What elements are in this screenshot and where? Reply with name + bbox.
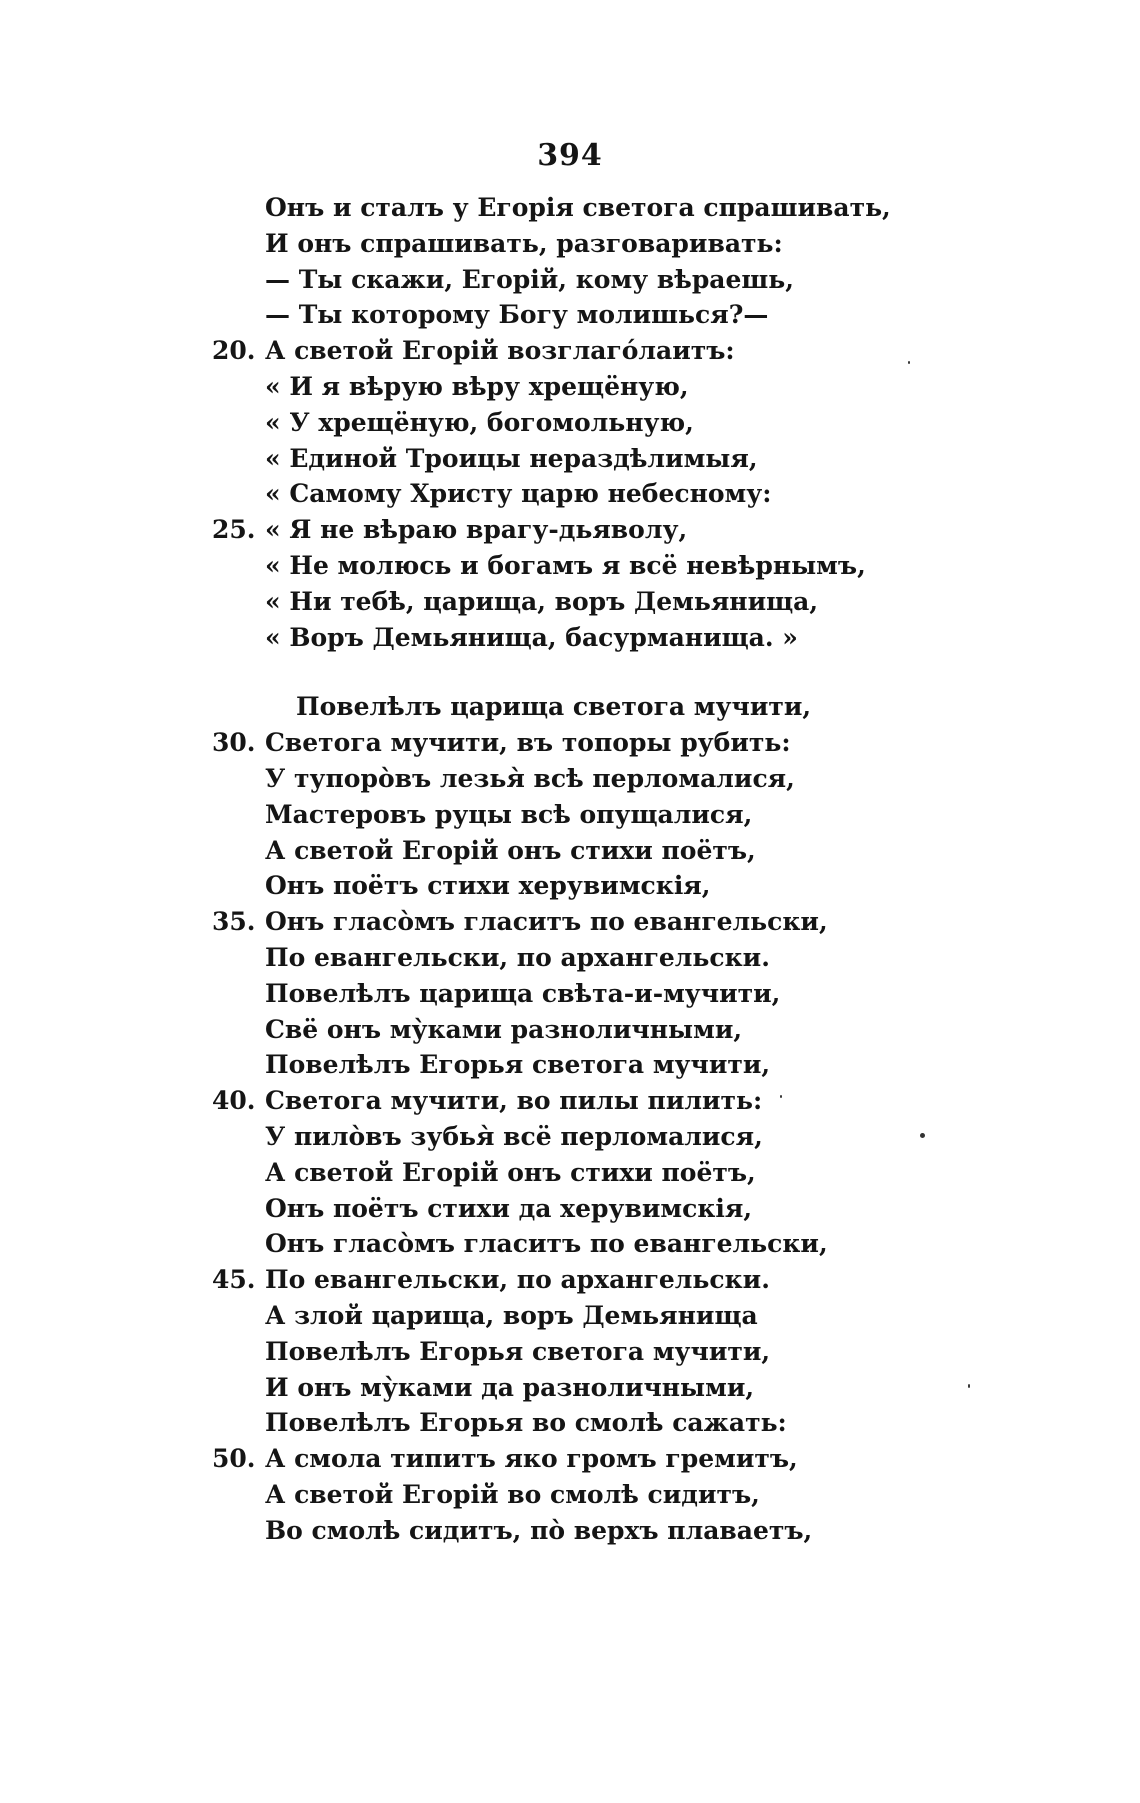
poem-line (0, 1226, 1140, 1262)
scan-speck (780, 1095, 782, 1098)
poem-line (0, 1441, 1140, 1477)
line-number: 25. (212, 515, 256, 545)
line-text: Свё онъ му̀ками разноличными, (265, 1014, 743, 1044)
line-text: Онъ гласо̀мъ гласитъ по евангельски, (265, 907, 828, 937)
line-text: Повелѣлъ Егорья светога мучити, (265, 1336, 771, 1366)
poem-line (0, 190, 1140, 226)
line-text: — Ты которому Богу молишься?— (265, 300, 769, 330)
line-number: 35. (212, 907, 256, 937)
line-text: А светой Егорій онъ стихи поётъ, (265, 1157, 756, 1187)
poem-line (0, 1477, 1140, 1513)
poem-line (0, 689, 1140, 725)
line-text: Повелѣлъ Егорья во смолѣ сажать: (265, 1408, 787, 1438)
poem-line (0, 297, 1140, 333)
line-text: « И я вѣрую вѣру хрещёную, (265, 371, 689, 401)
poem-line (0, 584, 1140, 620)
poem-line (0, 369, 1140, 405)
line-text: Повелѣлъ Егорья светога мучити, (265, 1050, 771, 1080)
poem-line (0, 476, 1140, 512)
poem-line (0, 1047, 1140, 1083)
line-text: « У хрещёную, богомольную, (265, 407, 694, 437)
line-text: По евангельски, по архангельски. (265, 1265, 770, 1295)
line-text: — Ты скажи, Егорій, кому вѣраешь, (265, 264, 794, 294)
poem-line (0, 904, 1140, 940)
line-number: 40. (212, 1086, 256, 1116)
poem-line (0, 1262, 1140, 1298)
line-number: 30. (212, 728, 256, 758)
poem-line (0, 262, 1140, 298)
poem-line (0, 333, 1140, 369)
poem-line (0, 976, 1140, 1012)
page-number: 394 (537, 138, 603, 173)
poem-line (0, 940, 1140, 976)
line-text: Онъ поётъ стихи херувимскія, (265, 871, 711, 901)
line-text: « Не молюсь и богамъ я всё невѣрнымъ, (265, 550, 866, 580)
poem-line (0, 548, 1140, 584)
poem-line (0, 441, 1140, 477)
poem-line (0, 226, 1140, 262)
line-number: 50. (212, 1444, 256, 1474)
poem-line (0, 1334, 1140, 1370)
poem-line (0, 620, 1140, 656)
poem-line (0, 1191, 1140, 1227)
line-text: « Единой Троицы нераздѣлимыя, (265, 443, 758, 473)
line-number: 45. (212, 1265, 256, 1295)
poem-line (0, 725, 1140, 761)
line-text: « Ни тебѣ, царища, воръ Демьянища, (265, 586, 819, 616)
line-text: Онъ гласо̀мъ гласитъ по евангельски, (265, 1229, 828, 1259)
line-text: Онъ поётъ стихи да херувимскія, (265, 1193, 753, 1223)
poem-line (0, 1405, 1140, 1441)
line-text: Повелѣлъ царища светога мучити, (296, 692, 812, 722)
line-text: И онъ спрашивать, разговаривать: (265, 228, 783, 258)
poem-line (0, 1298, 1140, 1334)
line-text: А злой царища, воръ Демьянища (265, 1300, 758, 1330)
line-text: А смола типитъ яко громъ гремитъ, (265, 1444, 798, 1474)
line-text: А светой Егорій онъ стихи поётъ, (265, 835, 756, 865)
line-text: И онъ му̀ками да разноличными, (265, 1372, 755, 1402)
line-text: Повелѣлъ царища свѣта-и-мучити, (265, 978, 781, 1008)
line-text: Светога мучити, въ топоры рубить: (265, 728, 791, 758)
line-text: « Самому Христу царю небесному: (265, 479, 772, 509)
poem-line (0, 512, 1140, 548)
line-text: По евангельски, по архангельски. (265, 942, 770, 972)
scan-speck (920, 1133, 925, 1138)
poem-line (0, 868, 1140, 904)
line-text: У тупоро̀въ лезья̀ всѣ перломалися, (265, 763, 795, 793)
line-text: Светога мучити, во пилы пилить: (265, 1086, 763, 1116)
poem-line (0, 1513, 1140, 1549)
scan-speck (968, 1384, 970, 1388)
line-text: Мастеровъ руцы всѣ опущалися, (265, 799, 753, 829)
line-text: У пило̀въ зубья̀ всё перломалися, (265, 1121, 763, 1151)
line-text: Во смолѣ сидитъ, по̀ верхъ плаваетъ, (265, 1515, 813, 1545)
poem-line (0, 1155, 1140, 1191)
poem-line (0, 1119, 1140, 1155)
line-text: « Воръ Демьянища, басурманища. » (265, 622, 798, 652)
line-text: А светой Егорій во смолѣ сидитъ, (265, 1479, 760, 1509)
poem-line (0, 1083, 1140, 1119)
poem-line (0, 833, 1140, 869)
poem-line (0, 797, 1140, 833)
line-text: Онъ и сталъ у Егорія светога спрашивать, (265, 193, 891, 222)
poem-line (0, 405, 1140, 441)
line-number: 20. (212, 336, 256, 366)
poem-line (0, 761, 1140, 797)
line-text: « Я не вѣраю врагу-дьяволу, (265, 515, 688, 545)
poem-line (0, 1012, 1140, 1048)
poem-text (0, 190, 1140, 1548)
scan-speck (908, 361, 910, 364)
line-text: А светой Егорій возглагóлаитъ: (265, 336, 735, 366)
